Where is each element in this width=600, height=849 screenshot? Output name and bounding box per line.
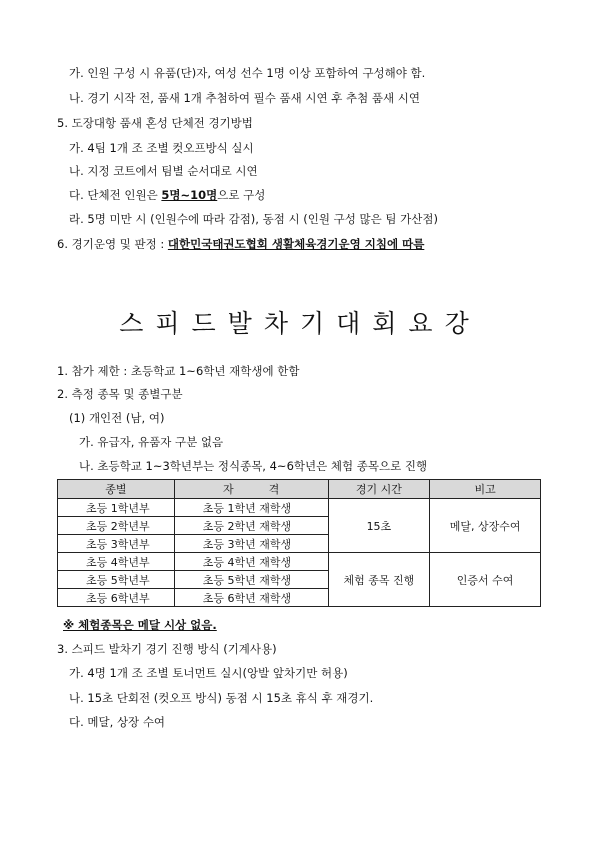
qualification-cell: 초등 5학년 재학생: [174, 571, 328, 589]
section-6-rule-reference: 대한민국태권도협회 생활체육경기운영 지침에 따름: [167, 237, 425, 251]
poomsae-draw-rule: 나. 경기 시작 전, 품새 1개 추첨하여 필수 품새 시연 후 추첨 품새 시연: [69, 91, 420, 105]
section-2-item-ga: 가. 유급자, 유품자 구분 없음: [79, 435, 224, 449]
table-row: [58, 499, 541, 517]
time-cell-experience: 체험 종목 진행: [328, 553, 430, 607]
division-table: [57, 479, 541, 607]
division-cell: 초등 4학년부: [58, 553, 175, 571]
qualification-cell: 초등 1학년 재학생: [174, 499, 328, 517]
header-qualification: 자 격: [174, 480, 328, 499]
header-note: 비고: [430, 480, 541, 499]
section-3: 3. 스피드 발차기 경기 진행 방식 (기계사용): [57, 642, 277, 656]
team-size-range: 5명~10명: [161, 188, 218, 202]
section-5-item-da-prefix: 다. 단체전 인원은: [69, 188, 162, 202]
qualification-cell: 초등 4학년 재학생: [174, 553, 328, 571]
team-composition-rule: 가. 인원 구성 시 유품(단)자, 여성 선수 1명 이상 포함하여 구성해야 함.: [69, 66, 426, 80]
division-cell: 초등 1학년부: [58, 499, 175, 517]
section-2-sub-1: (1) 개인전 (남, 여): [69, 411, 165, 425]
qualification-cell: 초등 6학년 재학생: [174, 589, 328, 607]
division-cell: 초등 6학년부: [58, 589, 175, 607]
section-1: 1. 참가 제한 : 초등학교 1~6학년 재학생에 한함: [57, 364, 300, 378]
table-row: [58, 553, 541, 571]
section-3-item-ga: 가. 4명 1개 조 조별 토너먼트 실시(앙발 앞차기만 허용): [69, 666, 348, 680]
time-cell-official: 15초: [328, 499, 430, 553]
section-6-prefix: 6. 경기운영 및 판정 :: [57, 237, 168, 251]
note-cell-experience: 인증서 수여: [430, 553, 541, 607]
section-5-heading: 5. 도장대항 품새 혼성 단체전 경기방법: [57, 116, 253, 130]
page-title: 스피드발차기대회요강: [119, 309, 481, 338]
section-2-item-na: 나. 초등학교 1~3학년부는 정식종목, 4~6학년은 체험 종목으로 진행: [79, 459, 428, 473]
section-5-item-da-suffix: 으로 구성: [217, 188, 266, 202]
division-cell: 초등 2학년부: [58, 517, 175, 535]
section-5-item-da: [69, 187, 265, 203]
section-2: 2. 측정 종목 및 종별구분: [57, 387, 183, 401]
header-time: 경기 시간: [328, 480, 430, 499]
section-5-item-ga: 가. 4팀 1개 조 조별 컷오프방식 실시: [69, 141, 254, 155]
experience-notice: ※ 체험종목은 메달 시상 없음.: [63, 618, 217, 632]
table-header-row: [58, 480, 541, 499]
qualification-cell: 초등 2학년 재학생: [174, 517, 328, 535]
section-6-heading: [57, 236, 424, 252]
section-3-item-da: 다. 메달, 상장 수여: [69, 715, 166, 729]
qualification-cell: 초등 3학년 재학생: [174, 535, 328, 553]
division-cell: 초등 3학년부: [58, 535, 175, 553]
section-5-item-ra: 라. 5명 미만 시 (인원수에 따라 감점), 동점 시 (인원 구성 많은 팀 가산점): [69, 212, 438, 226]
section-5-item-na: 나. 지정 코트에서 팀별 순서대로 시연: [69, 164, 258, 178]
section-3-item-na: 나. 15초 단회전 (컷오프 방식) 동점 시 15초 휴식 후 재경기.: [69, 691, 374, 705]
note-cell-official: 메달, 상장수여: [430, 499, 541, 553]
division-cell: 초등 5학년부: [58, 571, 175, 589]
header-division: 종별: [58, 480, 175, 499]
